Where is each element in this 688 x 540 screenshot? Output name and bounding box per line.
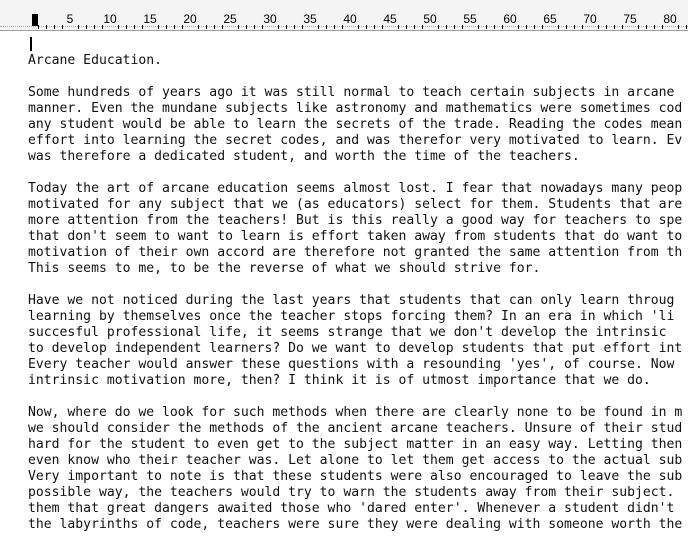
wrap-gutter: [0, 31, 26, 540]
ruler-baseline: [0, 26, 688, 30]
text-line-content: that don't seem to want to learn is effort taken away from students that do want to: [28, 229, 683, 244]
text-line[interactable]: [28, 69, 682, 85]
text-line-content: Today the art of arcane education seems almost lost. I fear that nowadays many peop: [28, 181, 683, 196]
text-line-content: Some hundreds of years ago it was still normal to teach certain subjects in arcane: [28, 85, 675, 100]
text-line[interactable]: [28, 133, 682, 149]
text-line-content: Have we not noticed during the last years that students that can only learn throug: [28, 293, 675, 308]
text-line-content: to develop independent learners? Do we want to develop students that put effort int: [28, 341, 683, 356]
text-line[interactable]: [28, 373, 682, 389]
text-line[interactable]: [28, 501, 682, 517]
document-text[interactable]: [28, 37, 682, 533]
text-line-content: possible way, the teachers would try to warn the students away from their subject.: [28, 485, 683, 500]
ruler-label: 5: [66, 12, 74, 26]
text-line-content: motivated for any subject that we (as educators) select for them. Students that are: [28, 197, 683, 212]
text-line[interactable]: [28, 469, 682, 485]
text-line[interactable]: [28, 437, 682, 453]
text-line[interactable]: [28, 421, 682, 437]
ruler-label: 10: [103, 12, 117, 26]
ruler-label: 30: [263, 12, 277, 26]
text-line[interactable]: [28, 245, 682, 261]
text-line[interactable]: [28, 165, 682, 181]
ruler-label: 75: [623, 12, 637, 26]
text-line-content: Arcane Education.: [28, 53, 163, 68]
ruler-label: 70: [583, 12, 597, 26]
ruler-label: 55: [463, 12, 477, 26]
text-line-content: intrinsic motivation more, then? I think it is of utmost importance that we do.: [28, 373, 651, 388]
text-editor[interactable]: [28, 31, 688, 540]
text-line[interactable]: [28, 117, 682, 133]
ruler-label: 25: [223, 12, 237, 26]
text-line-content: more attention from the teachers! But is this really a good way for teachers to spe: [28, 213, 683, 228]
text-line-content: effort into learning the secret codes, and was therefor very motivated to learn. Ev: [28, 133, 683, 148]
text-line-content: Now, where do we look for such methods when there are clearly none to be found in m: [28, 405, 683, 420]
text-line[interactable]: [28, 277, 682, 293]
ruler-label: 40: [343, 12, 357, 26]
text-line[interactable]: [28, 517, 682, 533]
text-line-content: This seems to me, to be the reverse of what we should strive for.: [28, 261, 541, 276]
text-line[interactable]: [28, 53, 682, 69]
text-line-content: we should consider the methods of the ancient arcane teachers. Unsure of their stud: [28, 421, 683, 436]
text-line-content: Every teacher would answer these questions with a resounding 'yes', of course. Now: [28, 357, 683, 372]
text-line[interactable]: [28, 37, 682, 53]
text-line[interactable]: [28, 405, 682, 421]
text-line[interactable]: [28, 229, 682, 245]
column-ruler: [0, 0, 688, 31]
text-line-content: even know who their teacher was. Let alone to let them get access to the actual sub: [28, 453, 683, 468]
text-line[interactable]: [28, 197, 682, 213]
ruler-label: 50: [423, 12, 437, 26]
text-line-content: succesful professional life, it seems strange that we don't develop the intrinsic: [28, 325, 675, 340]
text-line[interactable]: [28, 181, 682, 197]
text-line-content: motivation of their own accord are therefore not granted the same attention from th: [28, 245, 683, 260]
text-line[interactable]: [28, 213, 682, 229]
text-line[interactable]: [28, 453, 682, 469]
text-line-content: learning by themselves once the teacher stops forcing them? In an era in which 'li: [28, 309, 675, 324]
text-line[interactable]: [28, 85, 682, 101]
text-line[interactable]: [28, 309, 682, 325]
text-line[interactable]: [28, 389, 682, 405]
text-line[interactable]: [28, 485, 682, 501]
ruler-label: 35: [303, 12, 317, 26]
text-line[interactable]: [28, 101, 682, 117]
text-line-content: Very important to note is that these students were also encouraged to leave the sub: [28, 469, 683, 484]
text-line-content: any student would be able to learn the secrets of the trade. Reading the codes mean: [28, 117, 683, 132]
text-line-content: manner. Even the mundane subjects like astronomy and mathematics were sometimes cod: [28, 101, 683, 116]
text-line-content: hard for the student to even get to the subject matter in an easy way. Letting then: [28, 437, 683, 452]
text-line[interactable]: [28, 261, 682, 277]
ruler-label: 60: [503, 12, 517, 26]
text-line-content: was therefore a dedicated student, and worth the time of the teachers.: [28, 149, 580, 164]
ruler-label: 80: [663, 12, 677, 26]
text-line-content: them that great dangers awaited those who 'dared enter'. Whenever a student didn't: [28, 501, 683, 516]
text-line-content: the labyrinths of code, teachers were sure they were dealing with someone worth the: [28, 517, 683, 532]
ruler-label: 15: [143, 12, 157, 26]
ruler-label: 65: [543, 12, 557, 26]
text-cursor: [30, 37, 32, 51]
text-line[interactable]: [28, 341, 682, 357]
ruler-label: 45: [383, 12, 397, 26]
text-line[interactable]: [28, 325, 682, 341]
ruler-label: 20: [183, 12, 197, 26]
text-line[interactable]: [28, 357, 682, 373]
text-line[interactable]: [28, 293, 682, 309]
text-line[interactable]: [28, 149, 682, 165]
